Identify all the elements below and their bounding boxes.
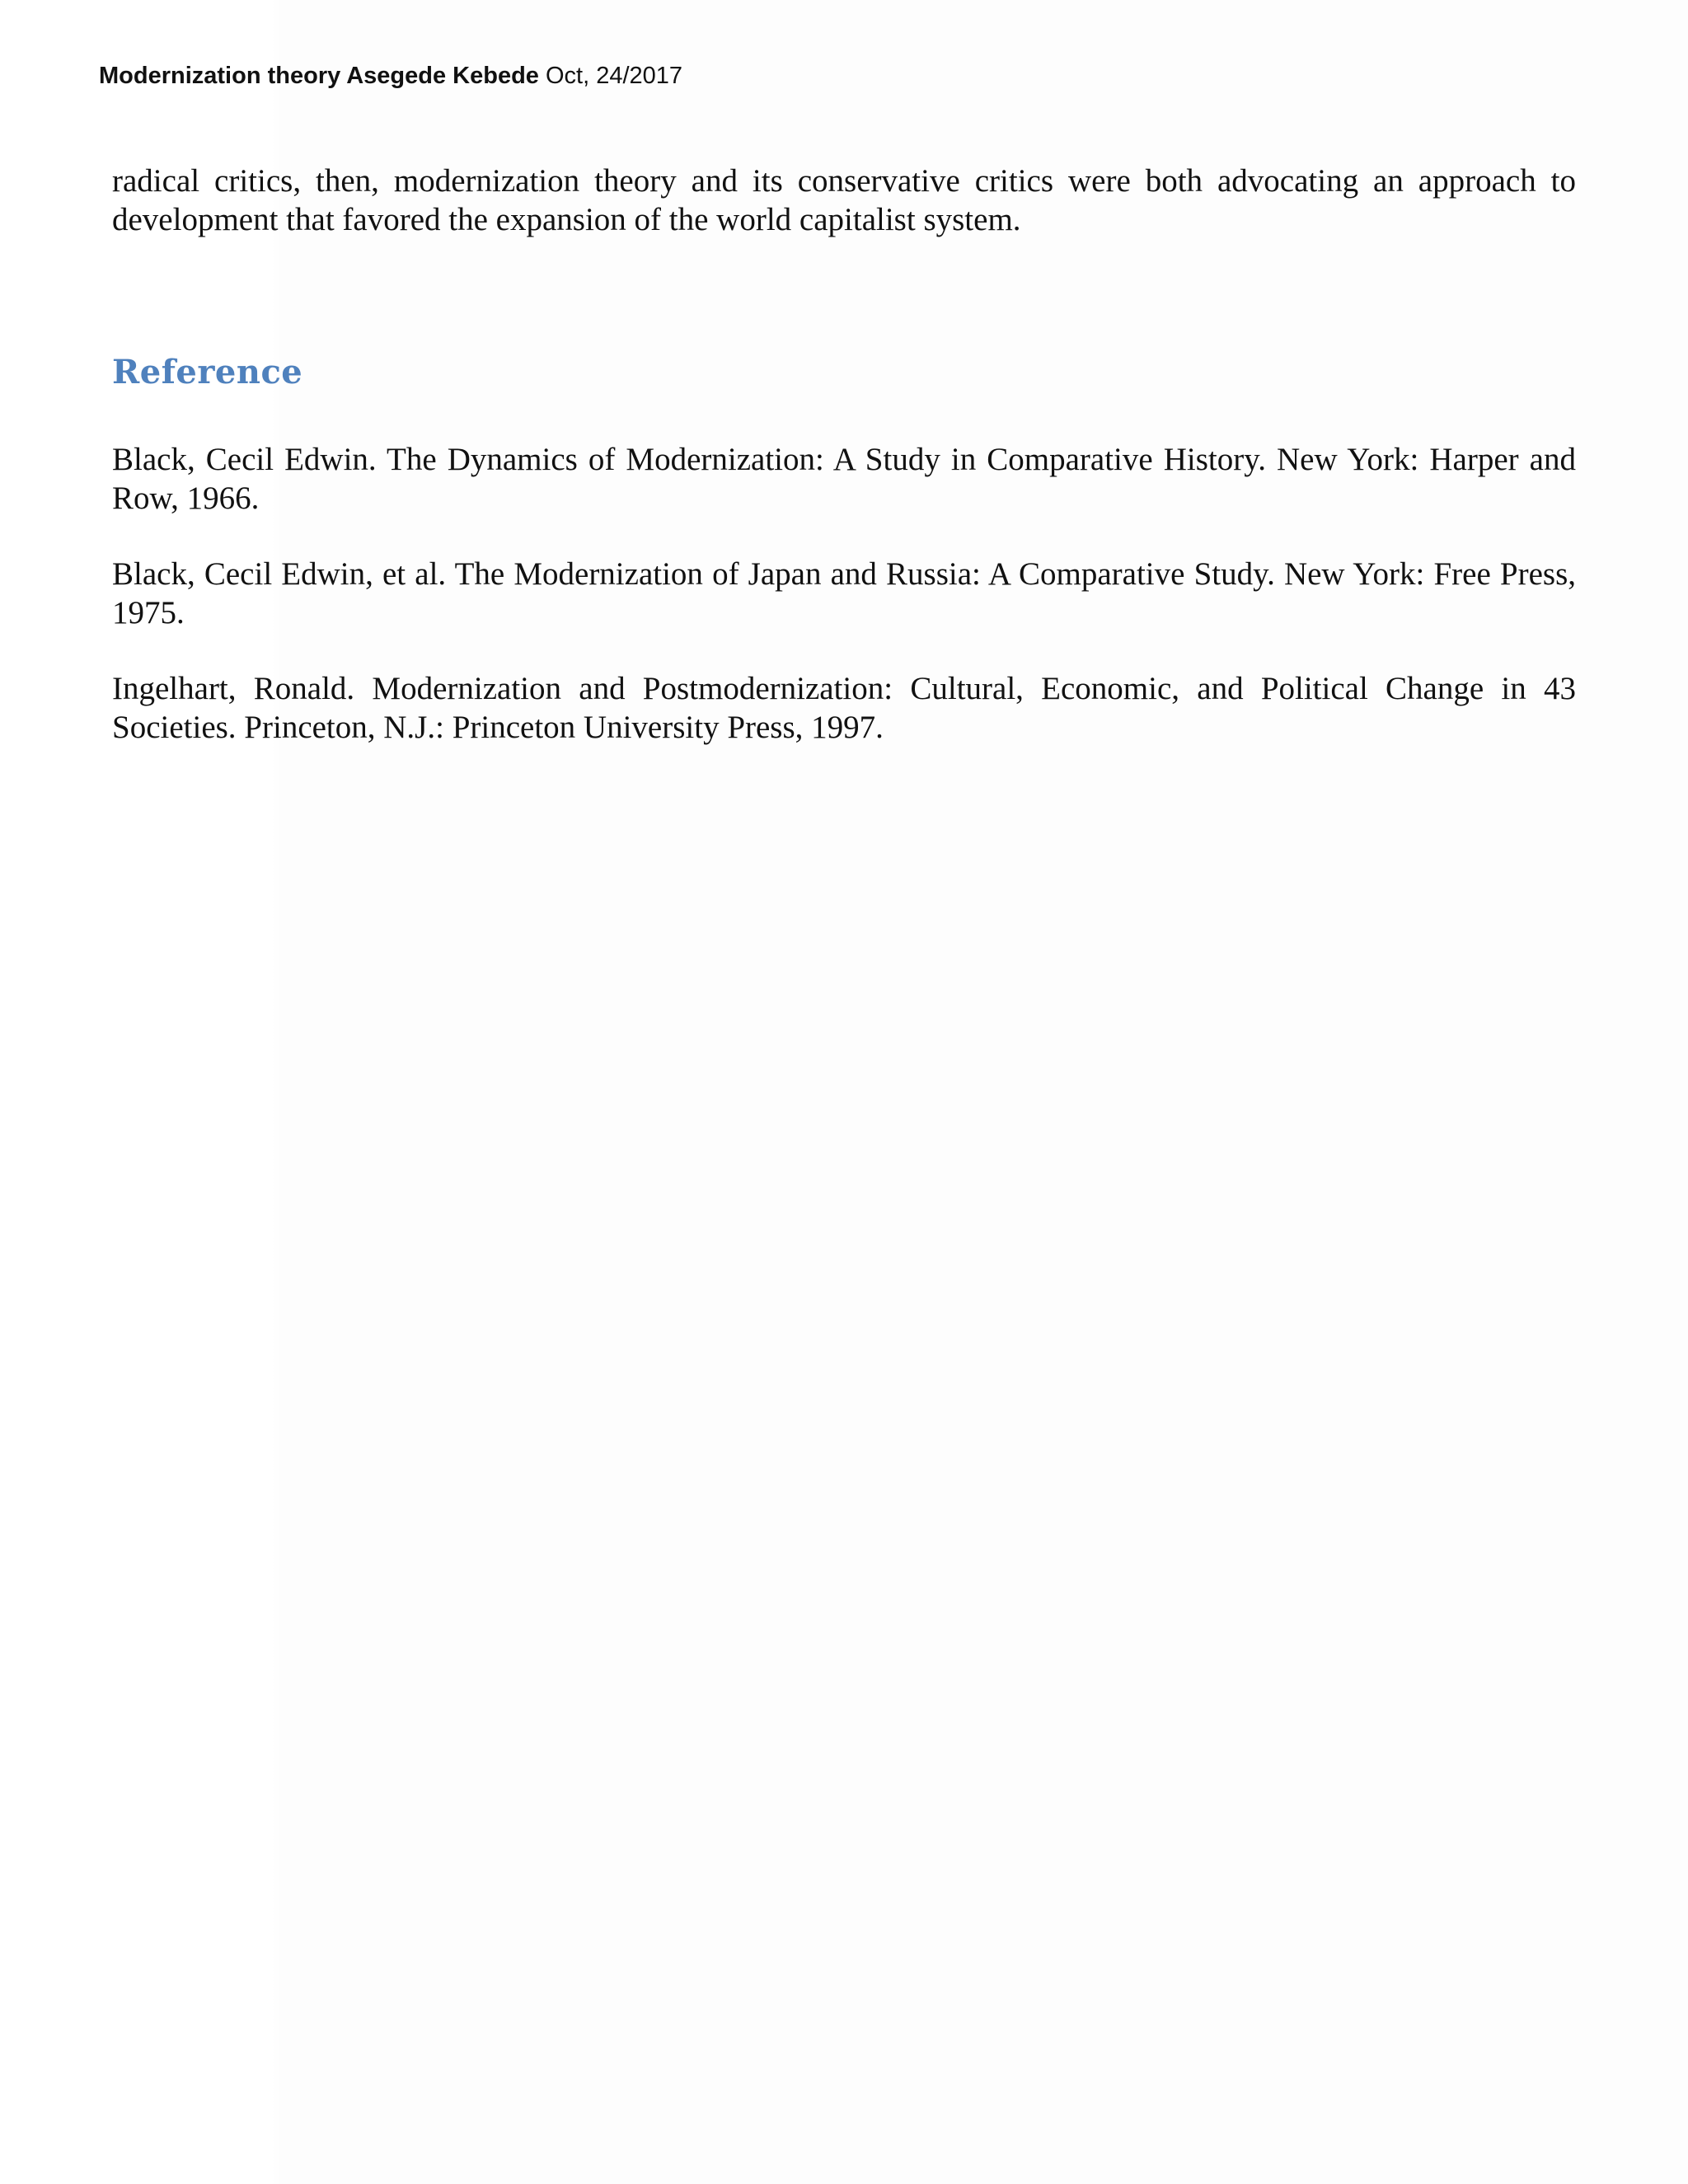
reference-heading: Reference xyxy=(112,353,303,391)
page-header xyxy=(99,63,682,90)
header-date: Oct, 24/2017 xyxy=(545,63,683,89)
body-paragraph: radical critics, then, modernization theory and its conservative critics were both advocating an approach to development that favored the expansion of the world capitalist system. xyxy=(112,163,1576,237)
reference-item: Ingelhart, Ronald. Modernization and Postmodernization: Cultural, Economic, and Political Change in 43 Societies. Princeton, N.J.: Princeton University Press, 1997. xyxy=(112,671,1576,745)
reference-item: Black, Cecil Edwin. The Dynamics of Modernization: A Study in Comparative History. New York: Harper and Row, 1966. xyxy=(112,442,1576,516)
reference-item: Black, Cecil Edwin, et al. The Modernization of Japan and Russia: A Comparative Study. New York: Free Press, 1975. xyxy=(112,556,1576,630)
header-title: Modernization theory Asegede Kebede xyxy=(99,63,539,89)
